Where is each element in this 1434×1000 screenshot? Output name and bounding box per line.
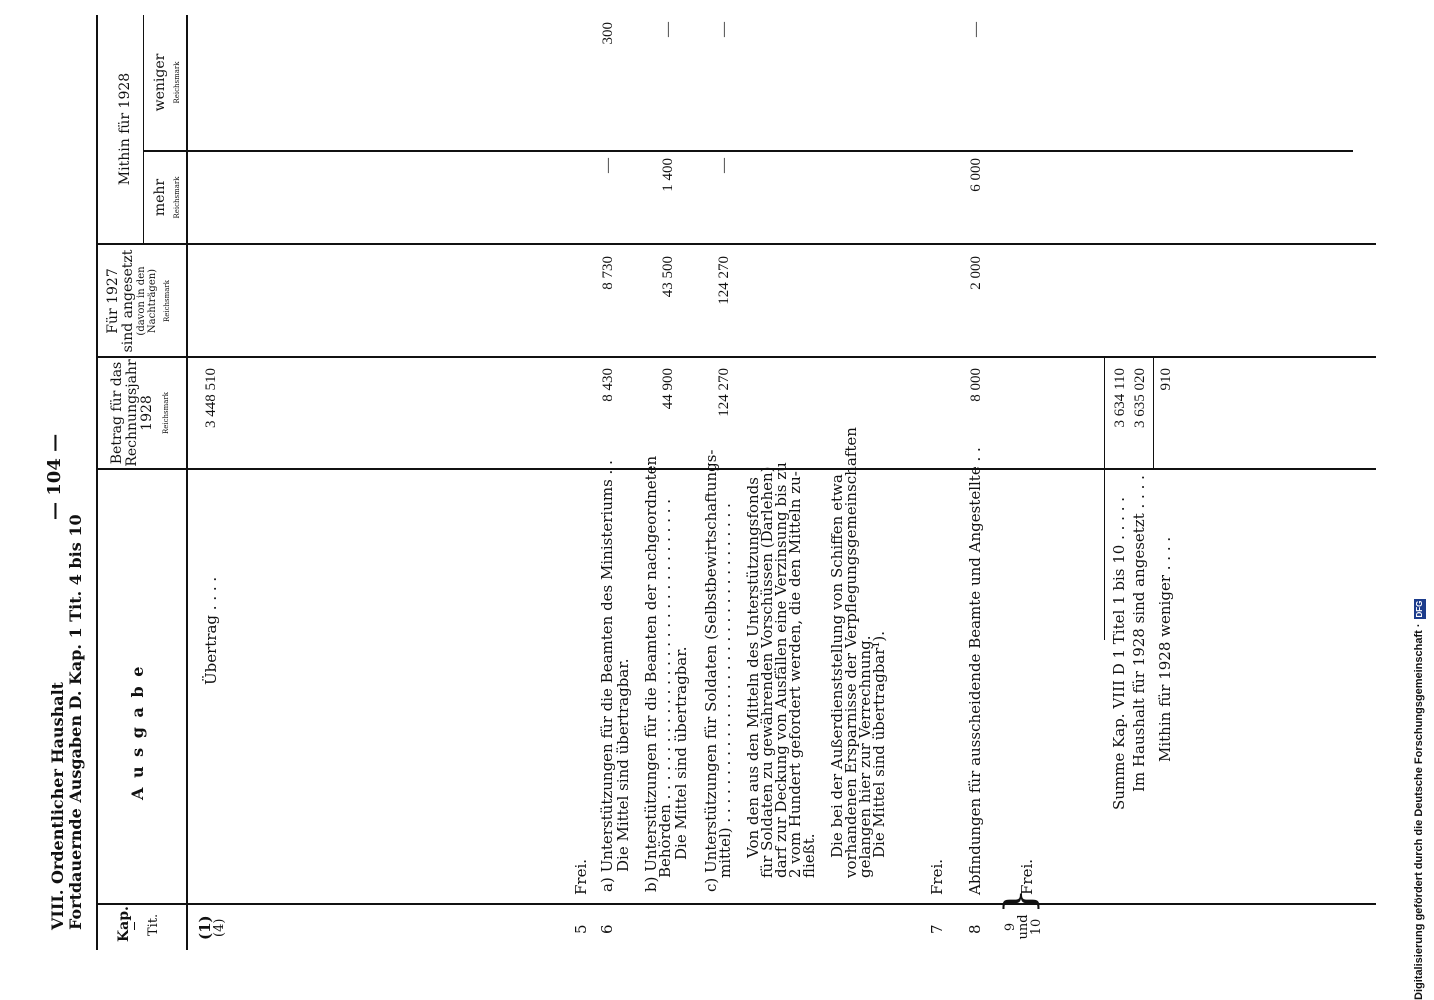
tit-6a-weniger: 300 <box>600 22 616 45</box>
haushalt-betrag: 3 635 020 <box>1132 368 1148 428</box>
tit-6c-weniger: — <box>716 22 732 37</box>
tit-6b-weniger: — <box>660 22 676 37</box>
summe-label: Summe Kap. VIII D 1 Titel 1 bis 10 . . . . . <box>1110 496 1128 810</box>
kap-number: (1) <box>196 915 214 940</box>
tit-9-10-number: 9 und 10 <box>1003 914 1044 940</box>
mehr-weniger-rule <box>143 150 1353 152</box>
mehr-header: mehr Reichsmark <box>152 176 181 219</box>
tit-6a-line1: a) Unterstützungen für die Beamten des Ministeriums . . <box>598 460 616 892</box>
tit-6b-1927: 43 500 <box>660 256 676 298</box>
tit-6c-mehr: — <box>716 158 732 173</box>
tit-8-1927: 2 000 <box>968 256 984 290</box>
tit-6b-betrag: 44 900 <box>660 368 676 410</box>
tit-6c-line9: vorhandenen Ersparnisse der Verpflegungsgemeinschaften <box>842 427 860 878</box>
uebertrag-label: Übertrag . . . . <box>202 576 220 685</box>
section-title: VIII. Ordentlicher Haushalt <box>48 681 67 930</box>
tit-6b-line2: Behörden . . . . . . . . . . . . . . . . . . . . . . . . . . . . . . . . <box>656 498 674 878</box>
ausgabe-column-rule <box>96 468 1376 470</box>
kap-tit-separator <box>134 922 135 930</box>
betrag-header: Betrag für das Rechnungsjahr 1928 Reichsmark <box>109 359 170 467</box>
summary-rule <box>1104 470 1105 640</box>
tit-6c-line10: gelangen hier zur Verrechnung. <box>856 635 874 878</box>
table-top-rule <box>96 15 98 950</box>
tit-6b-mehr: 1 400 <box>660 158 676 192</box>
mithin-header: Mithin für 1928 <box>117 72 133 186</box>
subtitle: Fortdauernde Ausgaben D. Kap. 1 Tit. 4 bis 10 <box>66 514 85 930</box>
weniger-label: Mithin für 1928 weniger . . . . <box>1156 536 1174 762</box>
tit-6a-line2: Die Mittel sind übertragbar. <box>614 658 632 872</box>
tit-6c-betrag: 124 270 <box>716 368 732 417</box>
tit-6-number: 6 <box>598 924 616 934</box>
betrag-column-rule <box>96 356 1376 358</box>
tit-header: Tit. <box>146 913 161 936</box>
tit-6c-line2: mittel) . . . . . . . . . . . . . . . . . . . . . . . . . . . . . . . . . . <box>716 503 734 878</box>
column-header-rule <box>186 15 188 950</box>
tit-8-mehr: 6 000 <box>968 158 984 192</box>
tit-9-10-brace: } <box>997 888 1043 914</box>
haushalt-label: Im Haushalt für 1928 sind angesetzt . . . . <box>1130 475 1148 792</box>
tit-5-text: Frei. <box>572 858 590 895</box>
tit-9-10-text: Frei. <box>1018 858 1036 895</box>
tit-6b-line1: b) Unterstützungen für die Beamten der nachgeordneten <box>642 455 660 892</box>
uebertrag-betrag: 3 448 510 <box>203 368 219 428</box>
fuer1927-column-rule <box>96 243 1376 245</box>
tit-5-number: 5 <box>572 924 590 934</box>
tit-6c-line6: 2 vom Hundert gefordert werden, die den Mitteln zu- <box>786 471 804 878</box>
tit-6c-line8: Die bei der Außerdienststellung von Schiffen etwa <box>828 474 846 858</box>
tit-8-text: Abfindungen für ausscheidende Beamte und Angestellte . . <box>966 447 984 895</box>
tit-6c-line3: Von den aus den Mitteln des Unterstützungsfonds <box>744 477 762 858</box>
mithin-header-rule <box>143 15 144 245</box>
dfg-credit-strip <box>1405 0 1433 1000</box>
tit-6a-mehr: — <box>600 158 616 173</box>
page-number: — 104 — <box>44 433 65 520</box>
kap-header: Kap. <box>116 906 132 942</box>
tit-8-weniger: — <box>968 22 984 37</box>
dfg-credit-text: Digitalisierung gefördert durch die Deutsche Forschungsgemeinschaft · <box>1413 623 1425 1000</box>
dfg-badge: DFG <box>1415 600 1424 618</box>
weniger-betrag: 910 <box>1158 368 1174 391</box>
tit-6c-1927: 124 270 <box>716 256 732 305</box>
tit-6c-line7: fließt. <box>800 833 818 878</box>
tit-number: (4) <box>212 918 227 937</box>
weniger-header: weniger Reichsmark <box>152 53 181 112</box>
ausgabe-header: A u s g a b e <box>128 664 147 800</box>
tit-6c-line1: c) Unterstützungen für Soldaten (Selbstbewirtschaftungs- <box>702 449 720 892</box>
tit-6c-line5: darf zur Deckung von Ausfällen eine Verzinsung bis zu <box>772 462 790 878</box>
tit-6a-betrag: 8 430 <box>600 368 616 402</box>
tit-8-number: 8 <box>966 924 984 934</box>
fuer1927-header: Für 1927 sind angesetzt (davon in den Nachträgen) Reichsmark <box>105 249 171 353</box>
summary-betrag-rule-left <box>1104 358 1105 468</box>
tit-7-text: Frei. <box>928 858 946 895</box>
tit-6a-1927: 8 730 <box>600 256 616 290</box>
tit-6b-line3: Die Mittel sind übertragbar. <box>672 646 690 860</box>
summary-subtotal-rule <box>1153 358 1154 468</box>
tit-6c-line4: für Soldaten zu gewährenden Vorschüssen (Darlehen) <box>758 466 776 878</box>
summe-betrag: 3 634 110 <box>1112 368 1128 428</box>
tit-7-number: 7 <box>928 924 946 934</box>
kap-column-rule <box>96 903 1376 905</box>
tit-8-betrag: 8 000 <box>968 368 984 402</box>
tit-6c-line11: Die Mittel sind übertragbar¹). <box>870 630 888 858</box>
